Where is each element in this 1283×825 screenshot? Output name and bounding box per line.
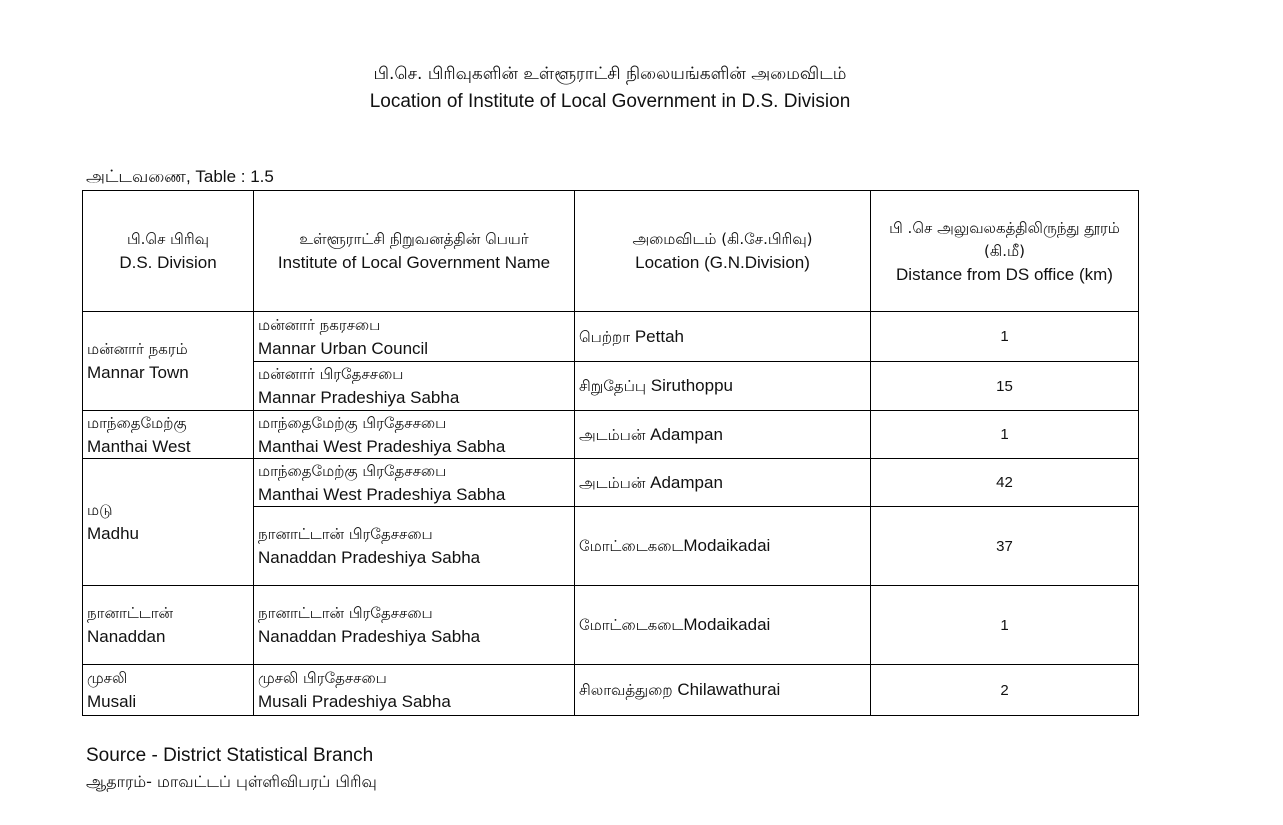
institute-english: Mannar Urban Council [258,338,429,358]
table-row [83,586,1139,665]
institute-tamil: மன்னார் பிரதேசசபை [258,365,404,383]
header-location [575,191,871,312]
location-english: Chilawathurai [677,680,781,699]
location-cell [575,312,871,362]
location-english: Pettah [634,326,684,346]
institute-english: Manthai West Pradeshiya Sabha [258,436,506,456]
institute-cell [254,665,575,716]
division-cell [83,459,254,586]
table-label: அட்டவணை, Table : 1.5 [86,167,274,186]
distance-cell: 1 [871,411,1139,459]
institute-english: Musali Pradeshiya Sabha [258,692,451,711]
distance-cell: 42 [871,459,1139,507]
distance-cell: 1 [871,312,1139,362]
division-english: Manthai West [87,436,191,456]
institute-tamil: மன்னார் நகரசபை [258,315,381,334]
location-cell [575,665,871,716]
division-tamil: முசலி [87,669,128,687]
location-cell [575,411,871,459]
location-cell [575,459,871,507]
location-tamil: மோட்டைகடை [579,616,684,634]
table-row [83,312,1139,362]
division-cell [83,665,254,716]
distance-cell: 15 [871,362,1139,411]
distance-cell: 37 [871,507,1139,586]
division-cell [83,586,254,665]
division-tamil: மடு [87,501,113,519]
header-row [83,191,1139,312]
table-row [83,411,1139,459]
header-distance [871,191,1139,312]
location-tamil: சிறுதேப்பு [579,377,647,395]
division-english: Mannar Town [87,363,189,382]
header-institute-name-tamil: உள்ளூராட்சி நிறுவனத்தின் பெயர் [299,230,529,248]
institute-cell [254,507,575,586]
page-title: Location of Institute of Local Government in D.S. Division [369,91,851,112]
header-ds-division [83,191,254,312]
institute-english: Mannar Pradeshiya Sabha [258,388,460,407]
location-tamil: பெற்றா [579,327,631,346]
header-location-tamil: அமைவிடம் (கி.சே.பிரிவு) [632,230,813,248]
institute-cell [254,411,575,459]
header-location-english: Location (G.N.Division) [635,253,810,272]
distance-cell: 2 [871,665,1139,716]
division-english: Nanaddan [87,627,166,646]
location-tamil: சிலாவத்துறை [579,681,673,699]
header-distance-english: Distance from DS office (km) [896,264,1113,284]
location-english: Modaikadai [683,536,771,555]
division-tamil: மாந்தைமேற்கு [87,413,187,432]
table-row [83,459,1139,507]
division-cell [83,411,254,459]
location-tamil: அடம்பன் [579,473,646,492]
header-institute-name-english: Institute of Local Government Name [277,253,551,272]
header-ds-division-english: D.S. Division [119,253,217,272]
institute-cell [254,362,575,411]
location-tamil: மோட்டைகடை [579,537,684,555]
division-cell [83,312,254,411]
institute-english: Manthai West Pradeshiya Sabha [258,484,506,504]
location-english: Siruthoppu [650,376,733,395]
header-institute-name [254,191,575,312]
institute-english: Nanaddan Pradeshiya Sabha [258,627,481,646]
division-english: Madhu [87,524,139,543]
institute-cell [254,312,575,362]
table-row [83,665,1139,716]
institute-tamil: முசலி பிரதேசசபை [258,669,387,687]
institute-tamil: மாந்தைமேற்கு பிரதேசசபை [258,413,447,432]
institute-cell [254,459,575,507]
location-english: Adampan [650,424,723,444]
location-cell [575,586,871,665]
location-cell [575,362,871,411]
institute-english: Nanaddan Pradeshiya Sabha [258,548,481,567]
location-english: Adampan [650,472,723,492]
page-title-tamil: பி.செ. பிரிவுகளின் உள்ளூராட்சி நிலையங்களின் அமைவிடம் [373,64,847,84]
institute-tamil: நானாட்டான் பிரதேசசபை [258,604,433,622]
source-note-tamil: ஆதாரம்- மாவட்டப் புள்ளிவிபரப் பிரிவு [86,772,377,791]
division-tamil: நானாட்டான் [87,604,174,622]
division-english: Musali [87,692,137,711]
institute-cell [254,586,575,665]
location-tamil: அடம்பன் [579,425,646,444]
location-english: Modaikadai [683,615,771,634]
header-ds-division-tamil: பி.செ பிரிவு [126,230,210,248]
institute-tamil: நானாட்டான் பிரதேசசபை [258,525,433,543]
distance-cell: 1 [871,586,1139,665]
institute-tamil: மாந்தைமேற்கு பிரதேசசபை [258,461,447,480]
division-tamil: மன்னார் நகரம் [87,340,188,358]
location-cell [575,507,871,586]
header-distance-tamil: பி .செ அலுவலகத்திலிருந்து தூரம் (கி.மீ) [889,218,1120,260]
source-note: Source - District Statistical Branch [86,745,374,766]
local-government-table [82,190,1139,716]
